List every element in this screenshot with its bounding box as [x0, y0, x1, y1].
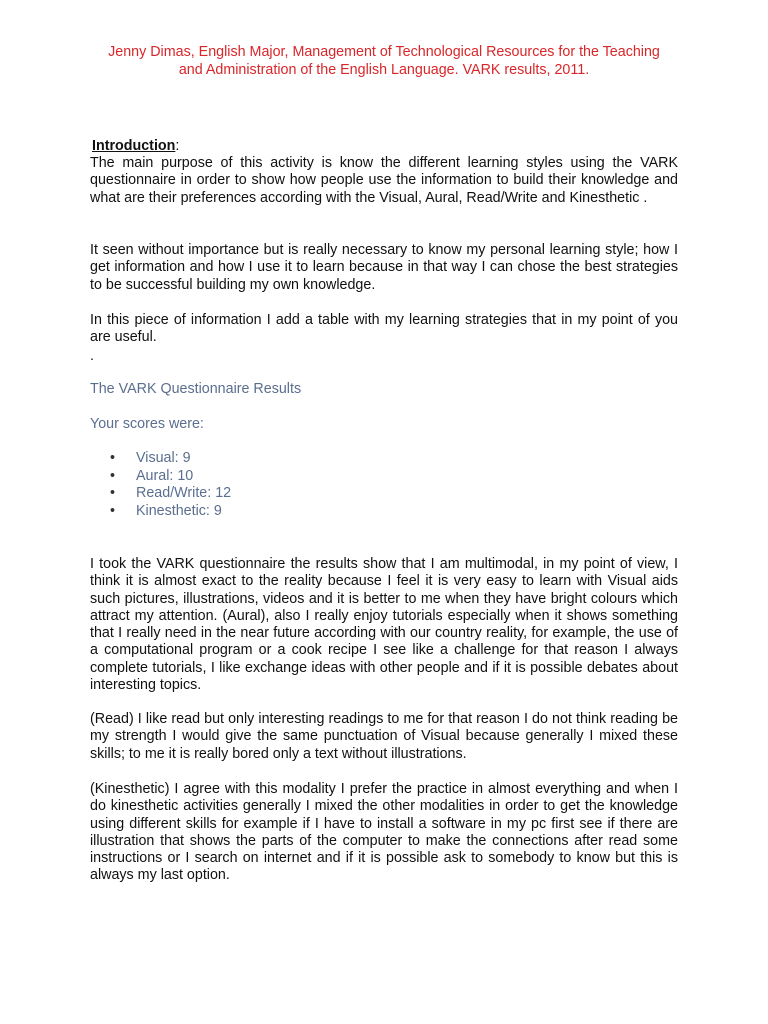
score-visual: Visual: 9 [136, 450, 191, 466]
score-item-read-write [110, 485, 231, 503]
header-line-1: Jenny Dimas, English Major, Management of Technological Resources for the Teaching [108, 44, 660, 60]
score-item-kinesthetic [110, 503, 231, 521]
intro-paragraph-1-text: The main purpose of this activity is know the different learning styles using the VARK questionnaire in order to show how people use the information to build their knowledge and what are their preferences according with the Visual, Aural, Read/Write and Kinesthetic . [90, 155, 678, 206]
score-read-write: Read/Write: 12 [136, 485, 232, 502]
document-header [70, 43, 698, 79]
introduction-colon: : [175, 138, 180, 154]
score-aural: Aural: 10 [136, 467, 194, 484]
score-item-aural [110, 468, 231, 486]
discussion-paragraph-1 [90, 556, 678, 694]
intro-paragraph-2 [90, 242, 678, 294]
vark-results-heading: The VARK Questionnaire Results [90, 381, 302, 397]
bullet-icon: • [110, 450, 116, 466]
intro-paragraph-2-text: It seen without importance but is really necessary to know my personal learning style; how I get information and how I use it to learn because in that way I can chose the best strategies to be successful building my own knowledge. [90, 242, 678, 293]
discussion-paragraph-2 [90, 711, 678, 763]
discussion-paragraph-3-text: (Kinesthetic) I agree with this modality I prefer the practice in almost everything and when I do kinesthetic activities generally I mixed the other modalities in order to get the knowledge using different skills for example if I have to install a software in my pc first see if there are illustration that shows the parts of the computer to make the connections after read some instructions or I search on internet and if it is possible ask to somebody to know but this is always my last option. [90, 781, 678, 884]
score-item-visual [110, 450, 231, 468]
score-kinesthetic: Kinesthetic: 9 [136, 502, 222, 519]
discussion-paragraph-3 [90, 781, 678, 885]
intro-paragraph-3-text: In this piece of information I add a table with my learning strategies that in my point of you are useful. [90, 312, 678, 346]
bullet-icon: • [110, 467, 116, 484]
intro-paragraph-1 [90, 155, 678, 207]
stray-dot: . [90, 347, 94, 363]
introduction-heading [92, 138, 179, 155]
bullet-icon: • [110, 502, 116, 519]
scores-heading: Your scores were: [90, 416, 204, 432]
scores-list [110, 450, 231, 520]
header-line-2: and Administration of the English Language. VARK results, 2011. [178, 62, 590, 78]
discussion-paragraph-2-text: (Read) I like read but only interesting readings to me for that reason I do not think reading be my strength I would give the same punctuation of Visual because generally I mixed these skills; to me it is really bored only a text without illustrations. [90, 711, 678, 762]
bullet-icon: • [110, 485, 116, 502]
introduction-title: Introduction [92, 138, 176, 154]
intro-paragraph-3 [90, 312, 678, 347]
discussion-paragraph-1-text: I took the VARK questionnaire the results show that I am multimodal, in my point of view, I think it is almost exact to the reality because I feel it is very easy to learn with Visual aids such pictures, illustrations, videos and it is better to me when they have bright colours which attract my attention. (Aural), also I really enjoy tutorials especially when it shows something that I really need in the near future according with our country reality, for example, the use of a computational program or a cook recipe I see like a challenge for that reason I always complete tutorials, I like exchange ideas with other people and if it is possible debates about interesting topics. [90, 556, 678, 694]
